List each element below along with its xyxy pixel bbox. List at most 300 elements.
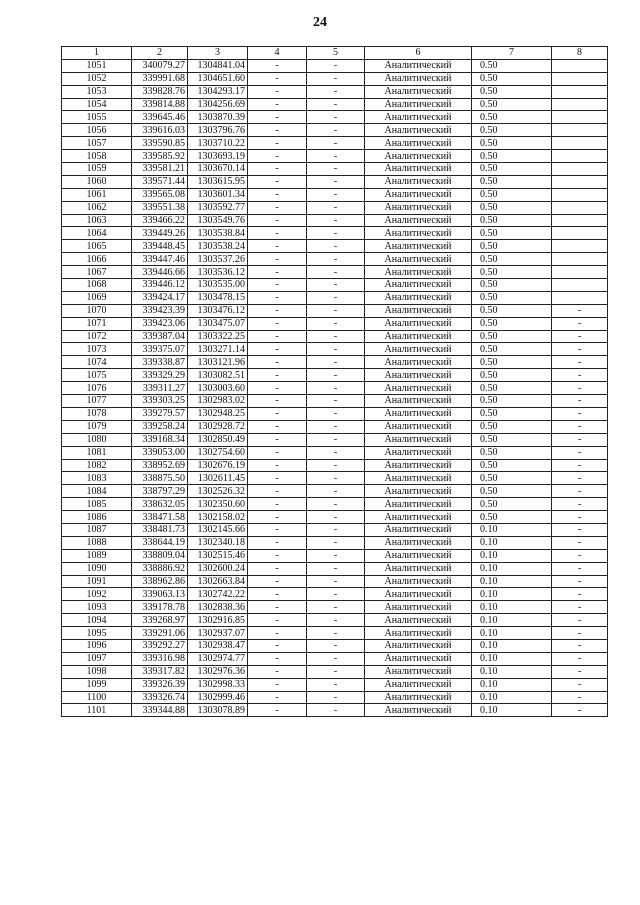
cell-x-coordinate: 339581.21 — [132, 163, 188, 176]
cell-method: Аналитический — [365, 523, 472, 536]
table-row — [62, 59, 608, 72]
cell-col-8: - — [552, 407, 608, 420]
cell-accuracy: 0.10 — [472, 691, 552, 704]
cell-col-8: - — [552, 588, 608, 601]
cell-method: Аналитический — [365, 137, 472, 150]
cell-col-8: - — [552, 395, 608, 408]
cell-col-8: - — [552, 523, 608, 536]
cell-point-number: 1094 — [62, 614, 132, 627]
cell-accuracy: 0.10 — [472, 614, 552, 627]
table-row — [62, 691, 608, 704]
cell-point-number: 1082 — [62, 459, 132, 472]
cell-col-8 — [552, 85, 608, 98]
table-row — [62, 330, 608, 343]
cell-point-number: 1085 — [62, 498, 132, 511]
table-row — [62, 395, 608, 408]
cell-method: Аналитический — [365, 330, 472, 343]
cell-col-4: - — [248, 59, 307, 72]
cell-x-coordinate: 339303.25 — [132, 395, 188, 408]
table-header-row — [62, 47, 608, 60]
cell-x-coordinate: 339423.06 — [132, 317, 188, 330]
cell-y-coordinate: 1302754.60 — [188, 446, 248, 459]
table-row — [62, 111, 608, 124]
cell-col-4: - — [248, 639, 307, 652]
cell-col-8: - — [552, 498, 608, 511]
cell-col-5: - — [307, 72, 365, 85]
table-row — [62, 201, 608, 214]
cell-point-number: 1053 — [62, 85, 132, 98]
cell-accuracy: 0.50 — [472, 291, 552, 304]
cell-x-coordinate: 339387.04 — [132, 330, 188, 343]
cell-x-coordinate: 338471.58 — [132, 511, 188, 524]
cell-point-number: 1087 — [62, 523, 132, 536]
cell-col-4: - — [248, 227, 307, 240]
cell-method: Аналитический — [365, 279, 472, 292]
cell-y-coordinate: 1302998.33 — [188, 678, 248, 691]
cell-accuracy: 0.10 — [472, 639, 552, 652]
cell-method: Аналитический — [365, 614, 472, 627]
cell-accuracy: 0.50 — [472, 317, 552, 330]
cell-y-coordinate: 1302526.32 — [188, 485, 248, 498]
cell-point-number: 1073 — [62, 343, 132, 356]
cell-y-coordinate: 1302983.02 — [188, 395, 248, 408]
cell-y-coordinate: 1303693.19 — [188, 150, 248, 163]
cell-col-8 — [552, 227, 608, 240]
cell-col-5: - — [307, 201, 365, 214]
cell-method: Аналитический — [365, 446, 472, 459]
cell-method: Аналитический — [365, 459, 472, 472]
cell-accuracy: 0.50 — [472, 343, 552, 356]
cell-col-8: - — [552, 639, 608, 652]
cell-col-4: - — [248, 691, 307, 704]
cell-x-coordinate: 339449.26 — [132, 227, 188, 240]
cell-method: Аналитический — [365, 291, 472, 304]
cell-y-coordinate: 1303003.60 — [188, 382, 248, 395]
cell-method: Аналитический — [365, 111, 472, 124]
cell-y-coordinate: 1302976.36 — [188, 665, 248, 678]
cell-x-coordinate: 339063.13 — [132, 588, 188, 601]
cell-accuracy: 0.50 — [472, 459, 552, 472]
cell-col-5: - — [307, 253, 365, 266]
cell-y-coordinate: 1303796.76 — [188, 124, 248, 137]
cell-point-number: 1072 — [62, 330, 132, 343]
cell-col-8 — [552, 98, 608, 111]
cell-method: Аналитический — [365, 678, 472, 691]
cell-y-coordinate: 1302916.85 — [188, 614, 248, 627]
cell-point-number: 1076 — [62, 382, 132, 395]
cell-y-coordinate: 1303870.39 — [188, 111, 248, 124]
cell-col-4: - — [248, 291, 307, 304]
table-row — [62, 704, 608, 717]
cell-y-coordinate: 1303322.25 — [188, 330, 248, 343]
cell-col-8: - — [552, 601, 608, 614]
cell-accuracy: 0.10 — [472, 536, 552, 549]
table-row — [62, 562, 608, 575]
cell-point-number: 1057 — [62, 137, 132, 150]
cell-col-5: - — [307, 98, 365, 111]
cell-y-coordinate: 1303710.22 — [188, 137, 248, 150]
cell-y-coordinate: 1303670.14 — [188, 163, 248, 176]
cell-method: Аналитический — [365, 665, 472, 678]
cell-accuracy: 0.50 — [472, 498, 552, 511]
column-header: 1 — [62, 47, 132, 60]
table-row — [62, 665, 608, 678]
cell-col-8 — [552, 124, 608, 137]
cell-point-number: 1065 — [62, 240, 132, 253]
cell-accuracy: 0.50 — [472, 85, 552, 98]
cell-col-8: - — [552, 665, 608, 678]
cell-y-coordinate: 1303536.12 — [188, 266, 248, 279]
cell-col-4: - — [248, 369, 307, 382]
table-row — [62, 420, 608, 433]
cell-point-number: 1078 — [62, 407, 132, 420]
table-row — [62, 536, 608, 549]
cell-col-5: - — [307, 498, 365, 511]
cell-x-coordinate: 339571.44 — [132, 175, 188, 188]
cell-col-5: - — [307, 536, 365, 549]
cell-col-4: - — [248, 446, 307, 459]
cell-point-number: 1059 — [62, 163, 132, 176]
cell-point-number: 1051 — [62, 59, 132, 72]
cell-x-coordinate: 339466.22 — [132, 214, 188, 227]
cell-accuracy: 0.50 — [472, 111, 552, 124]
cell-x-coordinate: 339446.12 — [132, 279, 188, 292]
cell-col-4: - — [248, 523, 307, 536]
cell-col-4: - — [248, 124, 307, 137]
cell-col-4: - — [248, 614, 307, 627]
cell-point-number: 1069 — [62, 291, 132, 304]
cell-x-coordinate: 339565.08 — [132, 188, 188, 201]
cell-x-coordinate: 339178.78 — [132, 601, 188, 614]
cell-col-8: - — [552, 678, 608, 691]
cell-y-coordinate: 1302838.36 — [188, 601, 248, 614]
cell-y-coordinate: 1303271.14 — [188, 343, 248, 356]
cell-col-5: - — [307, 266, 365, 279]
cell-point-number: 1089 — [62, 549, 132, 562]
cell-accuracy: 0.50 — [472, 433, 552, 446]
cell-accuracy: 0.50 — [472, 407, 552, 420]
cell-col-5: - — [307, 227, 365, 240]
cell-x-coordinate: 339590.85 — [132, 137, 188, 150]
cell-accuracy: 0.50 — [472, 227, 552, 240]
cell-accuracy: 0.10 — [472, 588, 552, 601]
cell-y-coordinate: 1303121.96 — [188, 356, 248, 369]
table-row — [62, 175, 608, 188]
table-row — [62, 575, 608, 588]
cell-method: Аналитический — [365, 98, 472, 111]
cell-method: Аналитический — [365, 214, 472, 227]
cell-col-5: - — [307, 150, 365, 163]
table-row — [62, 433, 608, 446]
cell-col-4: - — [248, 330, 307, 343]
cell-accuracy: 0.50 — [472, 137, 552, 150]
table-row — [62, 98, 608, 111]
cell-point-number: 1071 — [62, 317, 132, 330]
page-number: 24 — [313, 15, 327, 30]
cell-y-coordinate: 1303082.51 — [188, 369, 248, 382]
cell-col-8: - — [552, 536, 608, 549]
cell-col-5: - — [307, 343, 365, 356]
cell-col-4: - — [248, 163, 307, 176]
cell-col-4: - — [248, 266, 307, 279]
cell-method: Аналитический — [365, 575, 472, 588]
cell-x-coordinate: 339326.74 — [132, 691, 188, 704]
cell-point-number: 1099 — [62, 678, 132, 691]
cell-point-number: 1077 — [62, 395, 132, 408]
cell-point-number: 1055 — [62, 111, 132, 124]
cell-x-coordinate: 338875.50 — [132, 472, 188, 485]
cell-method: Аналитический — [365, 304, 472, 317]
cell-col-4: - — [248, 240, 307, 253]
cell-col-4: - — [248, 652, 307, 665]
table-row — [62, 459, 608, 472]
cell-col-8: - — [552, 614, 608, 627]
cell-col-4: - — [248, 627, 307, 640]
cell-col-5: - — [307, 652, 365, 665]
cell-accuracy: 0.10 — [472, 627, 552, 640]
cell-point-number: 1063 — [62, 214, 132, 227]
cell-accuracy: 0.50 — [472, 188, 552, 201]
cell-accuracy: 0.10 — [472, 523, 552, 536]
cell-col-4: - — [248, 511, 307, 524]
cell-y-coordinate: 1303478.15 — [188, 291, 248, 304]
cell-col-5: - — [307, 240, 365, 253]
table-row — [62, 485, 608, 498]
cell-accuracy: 0.50 — [472, 395, 552, 408]
cell-y-coordinate: 1302515.46 — [188, 549, 248, 562]
cell-point-number: 1064 — [62, 227, 132, 240]
cell-x-coordinate: 338632.05 — [132, 498, 188, 511]
cell-y-coordinate: 1303592.77 — [188, 201, 248, 214]
cell-accuracy: 0.10 — [472, 665, 552, 678]
cell-col-5: - — [307, 111, 365, 124]
cell-y-coordinate: 1303537.26 — [188, 253, 248, 266]
table-row — [62, 407, 608, 420]
cell-method: Аналитический — [365, 356, 472, 369]
cell-col-5: - — [307, 665, 365, 678]
cell-y-coordinate: 1302928.72 — [188, 420, 248, 433]
cell-y-coordinate: 1302663.84 — [188, 575, 248, 588]
cell-col-5: - — [307, 704, 365, 717]
cell-col-4: - — [248, 85, 307, 98]
cell-col-8: - — [552, 446, 608, 459]
table-row — [62, 137, 608, 150]
cell-point-number: 1084 — [62, 485, 132, 498]
cell-x-coordinate: 338886.92 — [132, 562, 188, 575]
cell-y-coordinate: 1302340.18 — [188, 536, 248, 549]
table-row — [62, 266, 608, 279]
cell-col-8: - — [552, 562, 608, 575]
cell-method: Аналитический — [365, 395, 472, 408]
table-row — [62, 124, 608, 137]
cell-method: Аналитический — [365, 150, 472, 163]
cell-x-coordinate: 339344.88 — [132, 704, 188, 717]
cell-col-5: - — [307, 279, 365, 292]
cell-x-coordinate: 338952.69 — [132, 459, 188, 472]
cell-col-4: - — [248, 304, 307, 317]
cell-col-5: - — [307, 382, 365, 395]
cell-point-number: 1098 — [62, 665, 132, 678]
column-header: 5 — [307, 47, 365, 60]
table-row — [62, 240, 608, 253]
cell-method: Аналитический — [365, 627, 472, 640]
cell-col-4: - — [248, 420, 307, 433]
cell-col-5: - — [307, 369, 365, 382]
cell-accuracy: 0.10 — [472, 652, 552, 665]
cell-point-number: 1066 — [62, 253, 132, 266]
cell-accuracy: 0.50 — [472, 124, 552, 137]
cell-col-8: - — [552, 485, 608, 498]
cell-method: Аналитический — [365, 175, 472, 188]
column-header: 6 — [365, 47, 472, 60]
cell-point-number: 1088 — [62, 536, 132, 549]
cell-col-8 — [552, 72, 608, 85]
cell-x-coordinate: 339292.27 — [132, 639, 188, 652]
cell-point-number: 1083 — [62, 472, 132, 485]
table-row — [62, 304, 608, 317]
cell-col-8 — [552, 201, 608, 214]
cell-x-coordinate: 339258.24 — [132, 420, 188, 433]
cell-y-coordinate: 1302145.66 — [188, 523, 248, 536]
cell-y-coordinate: 1302158.02 — [188, 511, 248, 524]
table-row — [62, 511, 608, 524]
cell-y-coordinate: 1303078.89 — [188, 704, 248, 717]
cell-method: Аналитический — [365, 382, 472, 395]
cell-col-8: - — [552, 369, 608, 382]
cell-col-4: - — [248, 175, 307, 188]
cell-y-coordinate: 1303475.07 — [188, 317, 248, 330]
cell-col-5: - — [307, 511, 365, 524]
cell-x-coordinate: 339447.46 — [132, 253, 188, 266]
cell-accuracy: 0.50 — [472, 382, 552, 395]
cell-col-4: - — [248, 150, 307, 163]
cell-col-8: - — [552, 304, 608, 317]
cell-col-8: - — [552, 549, 608, 562]
cell-accuracy: 0.50 — [472, 72, 552, 85]
cell-col-8 — [552, 163, 608, 176]
cell-point-number: 1058 — [62, 150, 132, 163]
table-row — [62, 356, 608, 369]
cell-point-number: 1100 — [62, 691, 132, 704]
cell-x-coordinate: 339168.34 — [132, 433, 188, 446]
cell-col-4: - — [248, 665, 307, 678]
cell-y-coordinate: 1302999.46 — [188, 691, 248, 704]
table-row — [62, 85, 608, 98]
cell-accuracy: 0.50 — [472, 150, 552, 163]
cell-accuracy: 0.10 — [472, 601, 552, 614]
cell-x-coordinate: 339268.97 — [132, 614, 188, 627]
cell-method: Аналитический — [365, 317, 472, 330]
cell-accuracy: 0.50 — [472, 356, 552, 369]
cell-x-coordinate: 339828.76 — [132, 85, 188, 98]
cell-y-coordinate: 1303476.12 — [188, 304, 248, 317]
cell-x-coordinate: 339616.03 — [132, 124, 188, 137]
cell-col-5: - — [307, 188, 365, 201]
cell-y-coordinate: 1304293.17 — [188, 85, 248, 98]
column-header: 3 — [188, 47, 248, 60]
cell-col-5: - — [307, 446, 365, 459]
cell-col-5: - — [307, 163, 365, 176]
cell-method: Аналитический — [365, 420, 472, 433]
cell-method: Аналитический — [365, 601, 472, 614]
cell-col-8 — [552, 150, 608, 163]
cell-col-5: - — [307, 356, 365, 369]
cell-accuracy: 0.50 — [472, 511, 552, 524]
cell-col-5: - — [307, 601, 365, 614]
cell-col-5: - — [307, 137, 365, 150]
cell-col-5: - — [307, 549, 365, 562]
cell-point-number: 1091 — [62, 575, 132, 588]
table-row — [62, 163, 608, 176]
cell-col-5: - — [307, 85, 365, 98]
cell-point-number: 1101 — [62, 704, 132, 717]
table-row — [62, 601, 608, 614]
cell-col-8: - — [552, 652, 608, 665]
table-row — [62, 253, 608, 266]
table-row — [62, 343, 608, 356]
cell-point-number: 1061 — [62, 188, 132, 201]
cell-method: Аналитический — [365, 562, 472, 575]
cell-col-5: - — [307, 575, 365, 588]
cell-point-number: 1070 — [62, 304, 132, 317]
cell-accuracy: 0.10 — [472, 549, 552, 562]
cell-col-4: - — [248, 72, 307, 85]
cell-col-8: - — [552, 691, 608, 704]
cell-method: Аналитический — [365, 536, 472, 549]
cell-method: Аналитический — [365, 639, 472, 652]
cell-col-4: - — [248, 111, 307, 124]
cell-col-8 — [552, 175, 608, 188]
cell-method: Аналитический — [365, 124, 472, 137]
cell-col-5: - — [307, 459, 365, 472]
cell-method: Аналитический — [365, 201, 472, 214]
cell-accuracy: 0.10 — [472, 562, 552, 575]
cell-x-coordinate: 338481.73 — [132, 523, 188, 536]
cell-accuracy: 0.50 — [472, 472, 552, 485]
cell-method: Аналитический — [365, 511, 472, 524]
cell-x-coordinate: 338797.29 — [132, 485, 188, 498]
cell-point-number: 1081 — [62, 446, 132, 459]
cell-accuracy: 0.50 — [472, 485, 552, 498]
cell-method: Аналитический — [365, 691, 472, 704]
cell-col-4: - — [248, 472, 307, 485]
cell-col-4: - — [248, 201, 307, 214]
column-header: 7 — [472, 47, 552, 60]
cell-accuracy: 0.50 — [472, 253, 552, 266]
cell-col-4: - — [248, 137, 307, 150]
cell-accuracy: 0.50 — [472, 201, 552, 214]
cell-col-5: - — [307, 472, 365, 485]
cell-x-coordinate: 339338.87 — [132, 356, 188, 369]
cell-method: Аналитический — [365, 343, 472, 356]
table-row — [62, 214, 608, 227]
cell-x-coordinate: 339279.57 — [132, 407, 188, 420]
cell-x-coordinate: 339326.39 — [132, 678, 188, 691]
cell-point-number: 1090 — [62, 562, 132, 575]
table-row — [62, 317, 608, 330]
cell-col-5: - — [307, 588, 365, 601]
cell-method: Аналитический — [365, 369, 472, 382]
cell-y-coordinate: 1302850.49 — [188, 433, 248, 446]
cell-col-4: - — [248, 395, 307, 408]
cell-accuracy: 0.50 — [472, 304, 552, 317]
cell-point-number: 1054 — [62, 98, 132, 111]
cell-col-4: - — [248, 317, 307, 330]
cell-y-coordinate: 1302676.19 — [188, 459, 248, 472]
cell-accuracy: 0.50 — [472, 420, 552, 433]
cell-accuracy: 0.50 — [472, 98, 552, 111]
cell-col-8: - — [552, 459, 608, 472]
